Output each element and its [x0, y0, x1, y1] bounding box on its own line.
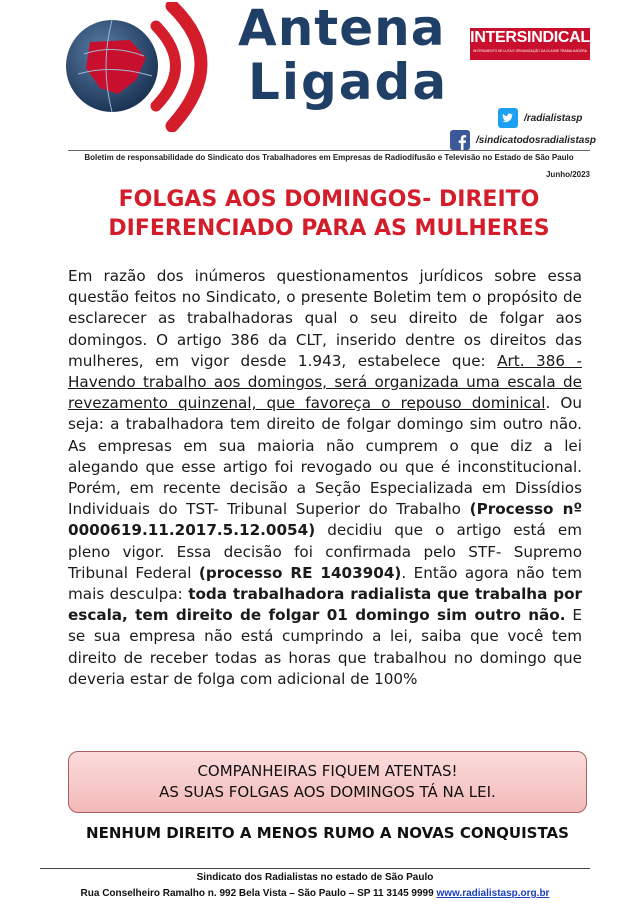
body-after-process-1: decidiu que o artigo está em pleno vigor. Essa decisão foi confirmada pelo STF- Supremo Tribunal Federal: [68, 521, 582, 582]
issue-date: Junho/2023: [545, 170, 590, 179]
tst-process-number: (Processo nº 0000619.11.2017.5.12.0054): [68, 500, 583, 540]
motto: NENHUM DIREITO A MENOS RUMO A NOVAS CONQUISTAS: [86, 824, 569, 842]
headline: [68, 185, 590, 243]
brand-name: INTERSINDICAL: [470, 29, 590, 46]
attention-callout: [68, 751, 587, 813]
header-divider: [68, 150, 590, 151]
headline-line-2: DIFERENCIADO PARA AS MULHERES: [108, 216, 550, 241]
article-body: [68, 266, 582, 690]
callout-line-2: AS SUAS FOLGAS AOS DOMINGOS TÁ NA LEI.: [159, 783, 496, 801]
body-intro: Em razão dos inúmeros questionamentos jurídicos sobre essa questão feitos no Sindicato, o presente Boletim tem o propósito de esclarecer as trabalhadoras qual o seu direito de folgar aos domingos. O artigo 386 da CLT, inserido dentre os direitos das mulheres, em vigor desde 1.943, estabelece que:: [68, 267, 582, 370]
facebook-handle: /sindicatodosradialistasp: [476, 134, 597, 146]
bulletin-responsibility-note: Boletim de responsabilidade do Sindicato dos Trabalhadores em Empresas de Radiodifusão e Televisão no Estado de São Paulo: [84, 153, 574, 162]
website-link[interactable]: www.radialistasp.org.br: [436, 888, 550, 899]
twitter-handle: /radialistasp: [524, 112, 583, 124]
facebook-link[interactable]: [450, 130, 596, 150]
twitter-link[interactable]: [498, 108, 582, 128]
twitter-icon: [498, 108, 518, 128]
body-after-article: . Ou seja: a trabalhadora tem direito de folgar domingo sim outro não. As empresas em sua maioria não cumprem o que diz a lei alegando que esse artigo foi revogado ou que é inconstitucional. Porém, em recente decisão a Seção Especializada em Dissídios Individuais do TST- Tribunal Superior do Trabalho: [68, 394, 582, 519]
footer-address: [20, 888, 610, 899]
intersindical-badge: [470, 28, 590, 60]
brand-tagline: INSTRUMENTO DE LUTA E ORGANIZAÇÃO DA CLASSE TRABALHADORA: [473, 49, 587, 53]
callout-line-1: COMPANHEIRAS FIQUEM ATENTAS!: [197, 762, 458, 780]
title-ligada: Ligada: [248, 53, 449, 111]
body-emphasis: toda trabalhadora radialista que trabalha por escala, tem direito de folgar 01 domingo sim outro não.: [68, 585, 583, 625]
headline-line-1: FOLGAS AOS DOMINGOS- DIREITO: [118, 187, 540, 212]
title-antena: Antena: [238, 0, 446, 57]
body-closing: E se sua empresa não está cumprindo a lei, saiba que você tem direito de receber todas as horas que trabalhou no domingo que deveria estar de folga com adicional de 100%: [68, 606, 582, 688]
body-after-process-2: . Então agora não tem mais desculpa:: [68, 563, 582, 604]
antena-ligada-logo: [60, 2, 235, 132]
stf-process-number: (processo RE 1403904): [198, 563, 402, 582]
footer-organization: Sindicato dos Radialistas no estado de São Paulo: [196, 872, 434, 883]
footer-divider: [40, 868, 590, 869]
facebook-icon: [450, 130, 470, 150]
article-386-quote: Art. 386 - Havendo trabalho aos domingos, será organizada uma escala de revezamento quinzenal, que favoreça o repouso dominical: [68, 351, 582, 413]
footer-address-text: Rua Conselheiro Ramalho n. 992 Bela Vista – São Paulo – SP 11 3145 9999: [80, 888, 437, 899]
